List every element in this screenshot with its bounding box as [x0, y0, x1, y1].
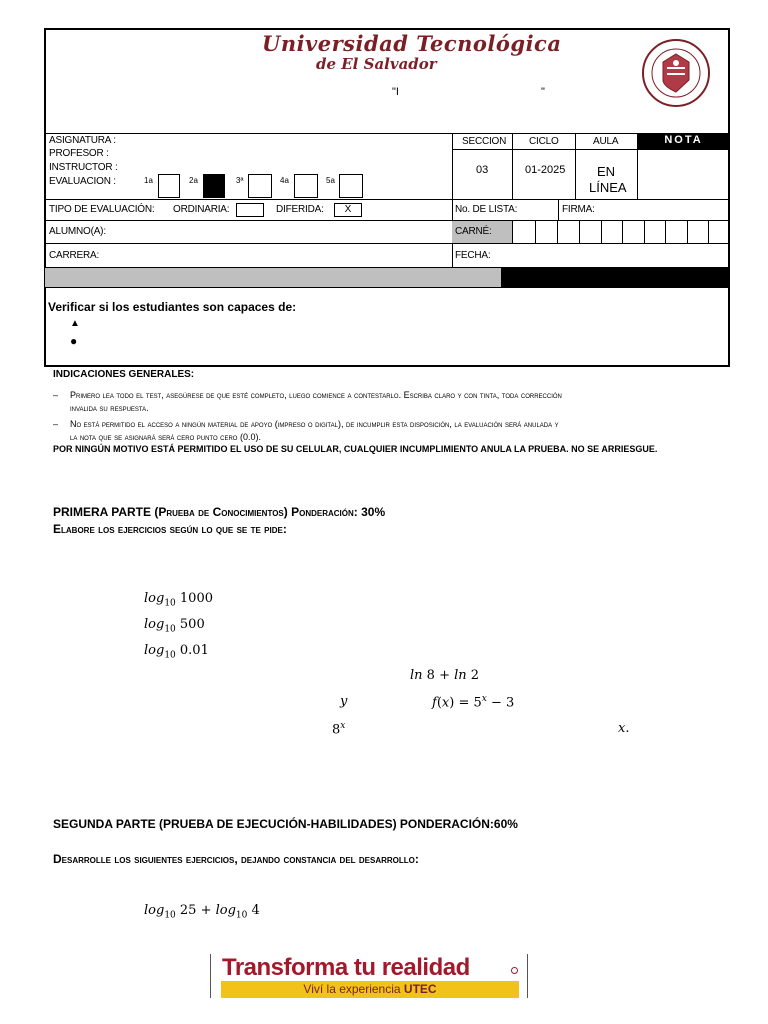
gray-bar [45, 268, 501, 287]
footer-divider-left [210, 954, 211, 998]
nota-label: NOTA [664, 134, 703, 146]
ln-expression: ln 8 + ln 2 [410, 668, 480, 683]
function-expression: $f(x) = 5^x - 3$ [432, 694, 515, 711]
aula-value-2: LÍNEA [589, 180, 627, 195]
tipo-evaluacion-label: TIPO DE EVALUACIÓN: [49, 204, 155, 215]
eval-option-box[interactable] [248, 174, 272, 198]
indicacion-1-line-2: invalida su respuesta. [70, 403, 149, 413]
indicacion-1-line-1: Primero lea todo el test, asegúrese de que esté completo, luego comience a contestarlo. Escriba claro y con tinta, toda corrección [70, 390, 562, 400]
math-variable-x: x. [618, 721, 630, 736]
part2-title: SEGUNDA PARTE (PRUEBA DE EJECUCIÓN-HABILIDADES) PONDERACIÓN:60% [53, 817, 518, 831]
fecha-label: FECHA: [455, 250, 491, 261]
part1-subtitle: Elabore los ejercicios según lo que se te pide: [53, 522, 287, 536]
footer-divider-right [527, 954, 528, 998]
ordinaria-checkbox[interactable] [236, 203, 264, 217]
aula-value-1: EN [597, 164, 616, 179]
university-name: Universidad Tecnológica [262, 31, 562, 56]
dash-icon: – [53, 390, 59, 400]
ciclo-value: 01-2025 [525, 164, 566, 176]
eval-option-box-selected[interactable] [203, 174, 225, 198]
quote-open: "I [392, 86, 399, 98]
eval-option-box[interactable] [294, 174, 318, 198]
math-variable-y: y [340, 694, 348, 709]
registered-mark-icon [511, 967, 518, 974]
aula-label: AULA [593, 136, 619, 147]
diferida-label: DIFERIDA: [276, 204, 324, 215]
indicacion-2-line-2: la nota que se asignará será cero punto cero [70, 432, 238, 442]
dash-icon: – [53, 419, 59, 429]
seccion-label: SECCION [462, 136, 507, 147]
alumno-label: ALUMNO(A): [49, 226, 106, 237]
ordinaria-label: ORDINARIA: [173, 204, 230, 215]
university-seal-icon [641, 38, 711, 108]
quote-close: " [541, 86, 545, 98]
diferida-checkbox[interactable]: X [334, 203, 362, 217]
carne-label: CARNÉ: [455, 226, 492, 237]
eval-option-label: 5a [326, 176, 335, 185]
seccion-value: 03 [476, 164, 489, 176]
eval-option-label: 3ª [236, 176, 244, 185]
carrera-label: CARRERA: [49, 250, 100, 261]
eval-option-box[interactable] [339, 174, 363, 198]
eval-option-label: 1a [144, 176, 153, 185]
log-expression-3: $\log_{10} 0.01$ [144, 643, 209, 661]
evaluacion-label: EVALUACION : [49, 176, 116, 187]
ciclo-label: CICLO [529, 136, 559, 147]
bullet-arrow-icon: ▲ [70, 318, 80, 329]
log-expression-2: $\log_{10} 500$ [144, 617, 205, 635]
footer-slogan: Transforma tu realidad [222, 954, 470, 981]
lista-label: No. DE LISTA: [455, 204, 518, 215]
indicacion-2-line-1: No está permitido el acceso a ningún material de apoyo (impreso o digital), de incumplir esta disposición, la evaluación será anulada y [70, 419, 559, 429]
exam-header-frame [44, 28, 730, 367]
log-expression-1: $\log_{10} 1000$ [144, 591, 213, 609]
university-location: de El Salvador [316, 55, 437, 73]
indicacion-2-value: (0.0). [240, 432, 262, 442]
objective-title: Verificar si los estudiantes son capaces de: [48, 300, 297, 314]
footer-tagline: Viví la experiencia UTEC [303, 982, 437, 996]
log-sum-expression: $\log_{10} 25 + \log_{10} 4$ [144, 903, 260, 921]
bullet-icon: ● [70, 334, 78, 348]
firma-label: FIRMA: [562, 204, 595, 215]
indicaciones-title: INDICACIONES GENERALES: [53, 369, 195, 380]
part1-title: PRIMERA PARTE (Prueba de Conocimientos) Ponderación: 30% [53, 505, 386, 519]
eval-option-label: 2a [189, 176, 198, 185]
eval-option-box[interactable] [158, 174, 180, 198]
exponential-expression: 8$^x$ [332, 721, 346, 738]
celular-warning: POR NINGÚN MOTIVO ESTÁ PERMITIDO EL USO DE SU CELULAR, CUALQUIER INCUMPLIMIENTO ANULA LA PRUEBA. NO SE ARRIESGUE. [53, 444, 658, 454]
eval-option-label: 4a [280, 176, 289, 185]
profesor-label: PROFESOR : [49, 148, 109, 159]
black-bar [501, 268, 729, 287]
asignatura-label: ASIGNATURA : [49, 135, 116, 146]
part2-subtitle: Desarrolle los siguientes ejercicios, dejando constancia del desarrollo: [53, 852, 419, 866]
instructor-label: INSTRUCTOR : [49, 162, 118, 173]
